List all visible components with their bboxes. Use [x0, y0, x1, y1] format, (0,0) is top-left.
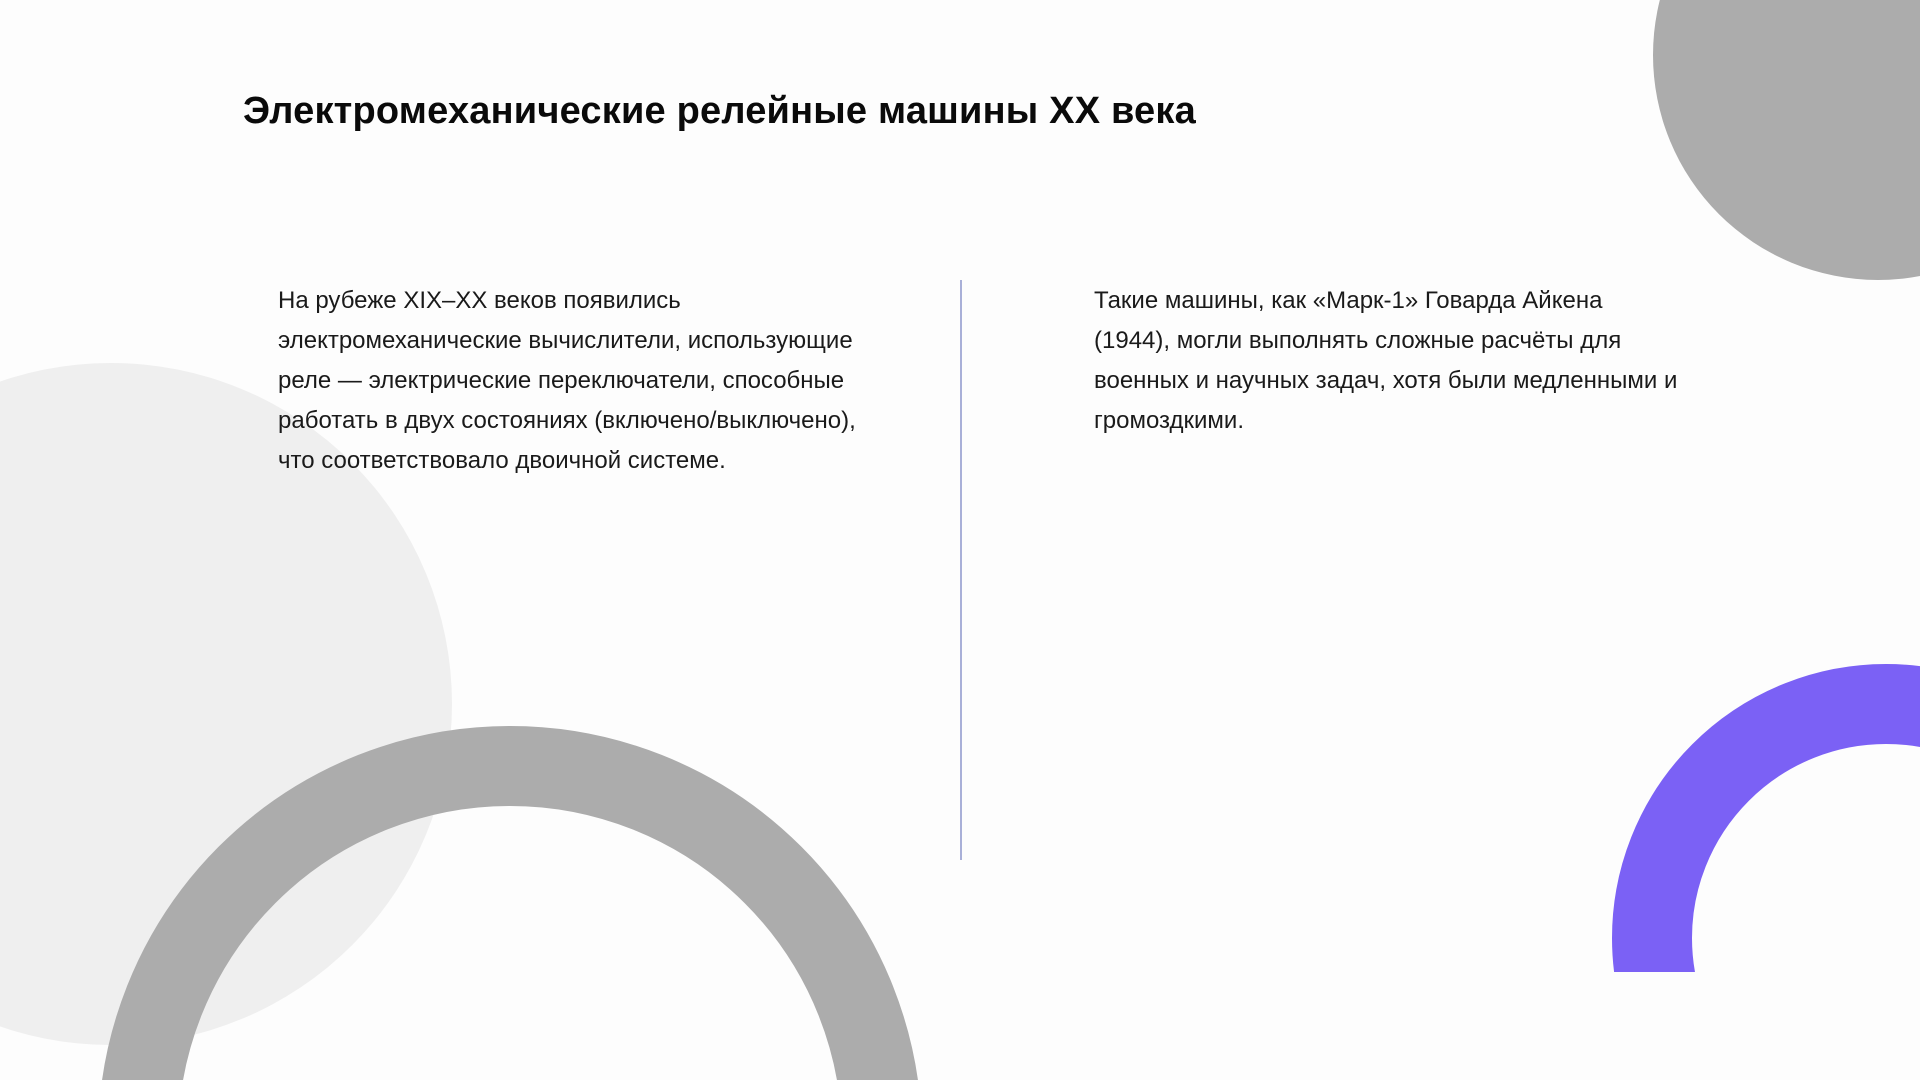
decorative-gray-circle — [1653, 0, 1920, 280]
text-line: что соответствовало двоичной системе. — [278, 447, 726, 474]
text-line: громоздкими. — [1094, 407, 1244, 434]
decorative-purple-arc — [1612, 660, 1920, 972]
text-line: военных и научных задач, хотя были медленными и — [1094, 367, 1678, 394]
text-line: электромеханические вычислители, использующие — [278, 327, 853, 354]
text-line: (1944), могли выполнять сложные расчёты для — [1094, 327, 1622, 354]
text-line: реле — электрические переключатели, способные — [278, 367, 845, 394]
text-line: работать в двух состояниях (включено/выключено), — [278, 407, 856, 434]
right-column-text — [1094, 281, 1754, 441]
purple-arc-ring — [1612, 664, 1920, 972]
column-divider — [960, 280, 962, 860]
text-line: Такие машины, как «Марк-1» Говарда Айкена — [1094, 287, 1603, 314]
left-column-text — [278, 281, 928, 481]
text-line: На рубеже XIX–XX веков появились — [278, 287, 681, 314]
slide-title: Электромеханические релейные машины XX века — [243, 90, 1196, 132]
